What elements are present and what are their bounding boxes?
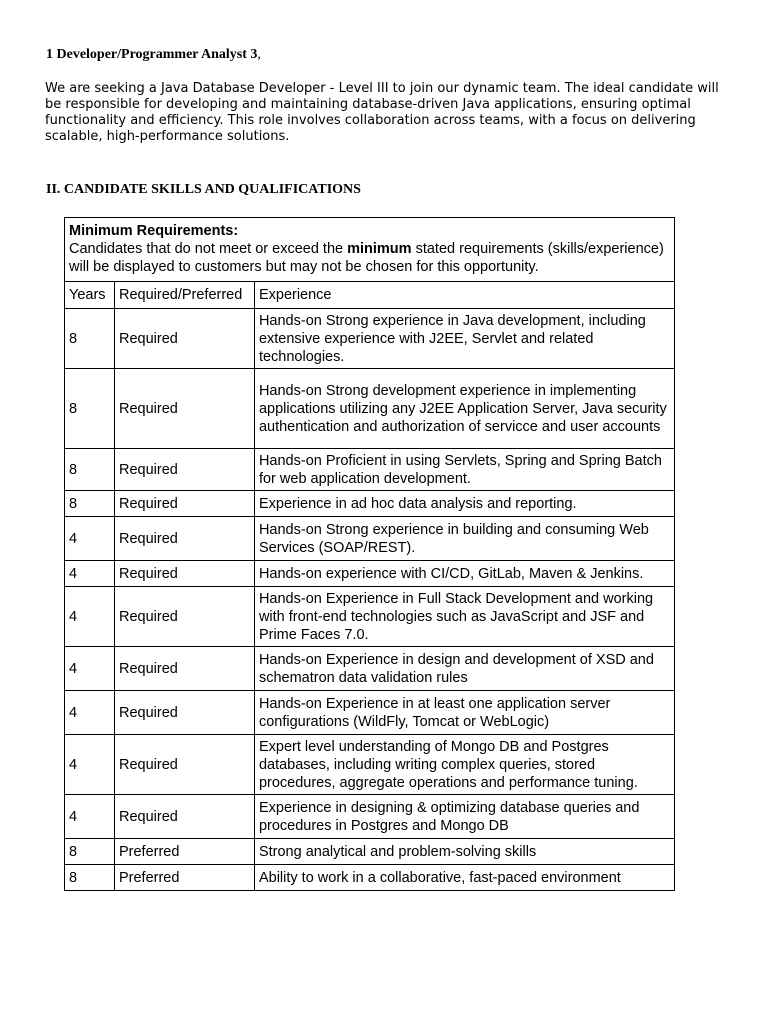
section-heading: II. CANDIDATE SKILLS AND QUALIFICATIONS (46, 182, 361, 197)
cell-years: 4 (65, 647, 115, 691)
cell-years: 4 (65, 795, 115, 839)
cell-experience: Hands-on Experience in design and development of XSD and schematron data validation rules (254, 647, 674, 691)
cell-experience: Hands-on Proficient in using Servlets, Spring and Spring Batch for web application development. (254, 449, 674, 491)
cell-required-preferred: Preferred (114, 839, 254, 865)
cell-experience: Hands-on experience with CI/CD, GitLab, Maven & Jenkins. (254, 561, 674, 587)
cell-years: 4 (65, 735, 115, 795)
cell-required-preferred: Required (114, 491, 254, 517)
cell-years: 4 (65, 691, 115, 735)
document-title (46, 47, 261, 63)
cell-required-preferred: Required (114, 561, 254, 587)
table-row (65, 369, 675, 449)
cell-years: 8 (65, 449, 115, 491)
cell-experience: Hands-on Strong experience in building and consuming Web Services (SOAP/REST). (254, 517, 674, 561)
requirements-table (64, 217, 675, 891)
cell-years: 4 (65, 561, 115, 587)
document-title-suffix: , (257, 47, 261, 62)
minimum-requirements-title: Minimum Requirements: (69, 223, 239, 239)
table-header-row (65, 282, 675, 309)
table-row (65, 517, 675, 561)
cell-experience: Hands-on Strong experience in Java development, including extensive experience with J2EE, Servlet and related technologies. (254, 309, 674, 369)
cell-required-preferred: Preferred (114, 865, 254, 891)
minimum-requirements-description (69, 240, 670, 276)
cell-experience: Experience in ad hoc data analysis and reporting. (254, 491, 674, 517)
cell-required-preferred: Required (114, 735, 254, 795)
min-desc-before: Candidates that do not meet or exceed the (69, 241, 348, 257)
minimum-requirements-row (65, 218, 675, 282)
table-row (65, 561, 675, 587)
table-row (65, 449, 675, 491)
cell-years: 8 (65, 309, 115, 369)
cell-years: 4 (65, 517, 115, 561)
cell-required-preferred: Required (114, 647, 254, 691)
header-years: Years (65, 282, 115, 309)
cell-experience: Experience in designing & optimizing database queries and procedures in Postgres and Mongo DB (254, 795, 674, 839)
cell-required-preferred: Required (114, 691, 254, 735)
cell-required-preferred: Required (114, 587, 254, 647)
cell-required-preferred: Required (114, 517, 254, 561)
cell-years: 4 (65, 587, 115, 647)
cell-years: 8 (65, 839, 115, 865)
cell-experience: Expert level understanding of Mongo DB and Postgres databases, including writing complex queries, stored procedures, aggregate operations and performance tuning. (254, 735, 674, 795)
cell-years: 8 (65, 491, 115, 517)
table-row (65, 691, 675, 735)
cell-experience: Strong analytical and problem-solving skills (254, 839, 674, 865)
cell-required-preferred: Required (114, 795, 254, 839)
table-row (65, 309, 675, 369)
min-desc-after: stated requirements (skills/experience) will be displayed to customers but may not be chosen for this opportunity. (69, 241, 664, 275)
intro-paragraph: We are seeking a Java Database Developer - Level III to join our dynamic team. The ideal candidate will be responsible for developing and maintaining database-driven Java applications, ensuring optimal functionality and efficiency. This role involves collaboration across teams, with a focus on delivering scalable, high-performance solutions. (45, 81, 719, 144)
cell-experience: Hands-on Experience in Full Stack Development and working with front-end technologies such as JavaScript and JSF and Prime Faces 7.0. (254, 587, 674, 647)
table-row (65, 491, 675, 517)
cell-required-preferred: Required (114, 369, 254, 449)
cell-experience: Hands-on Strong development experience in implementing applications utilizing any J2EE Application Server, Java security authentication and authorization of servicce and user accounts (254, 369, 674, 449)
cell-experience: Ability to work in a collaborative, fast-paced environment (254, 865, 674, 891)
cell-years: 8 (65, 865, 115, 891)
table-row (65, 865, 675, 891)
table-row (65, 735, 675, 795)
header-experience: Experience (254, 282, 674, 309)
document-title-text: 1 Developer/Programmer Analyst 3 (46, 47, 258, 62)
table-row (65, 795, 675, 839)
cell-years: 8 (65, 369, 115, 449)
minimum-requirements-cell (65, 218, 675, 282)
cell-required-preferred: Required (114, 309, 254, 369)
header-required-preferred: Required/Preferred (114, 282, 254, 309)
table-row (65, 839, 675, 865)
cell-experience: Hands-on Experience in at least one application server configurations (WildFly, Tomcat or WebLogic) (254, 691, 674, 735)
table-row (65, 587, 675, 647)
table-row (65, 647, 675, 691)
min-desc-bold: minimum (347, 241, 412, 257)
cell-required-preferred: Required (114, 449, 254, 491)
